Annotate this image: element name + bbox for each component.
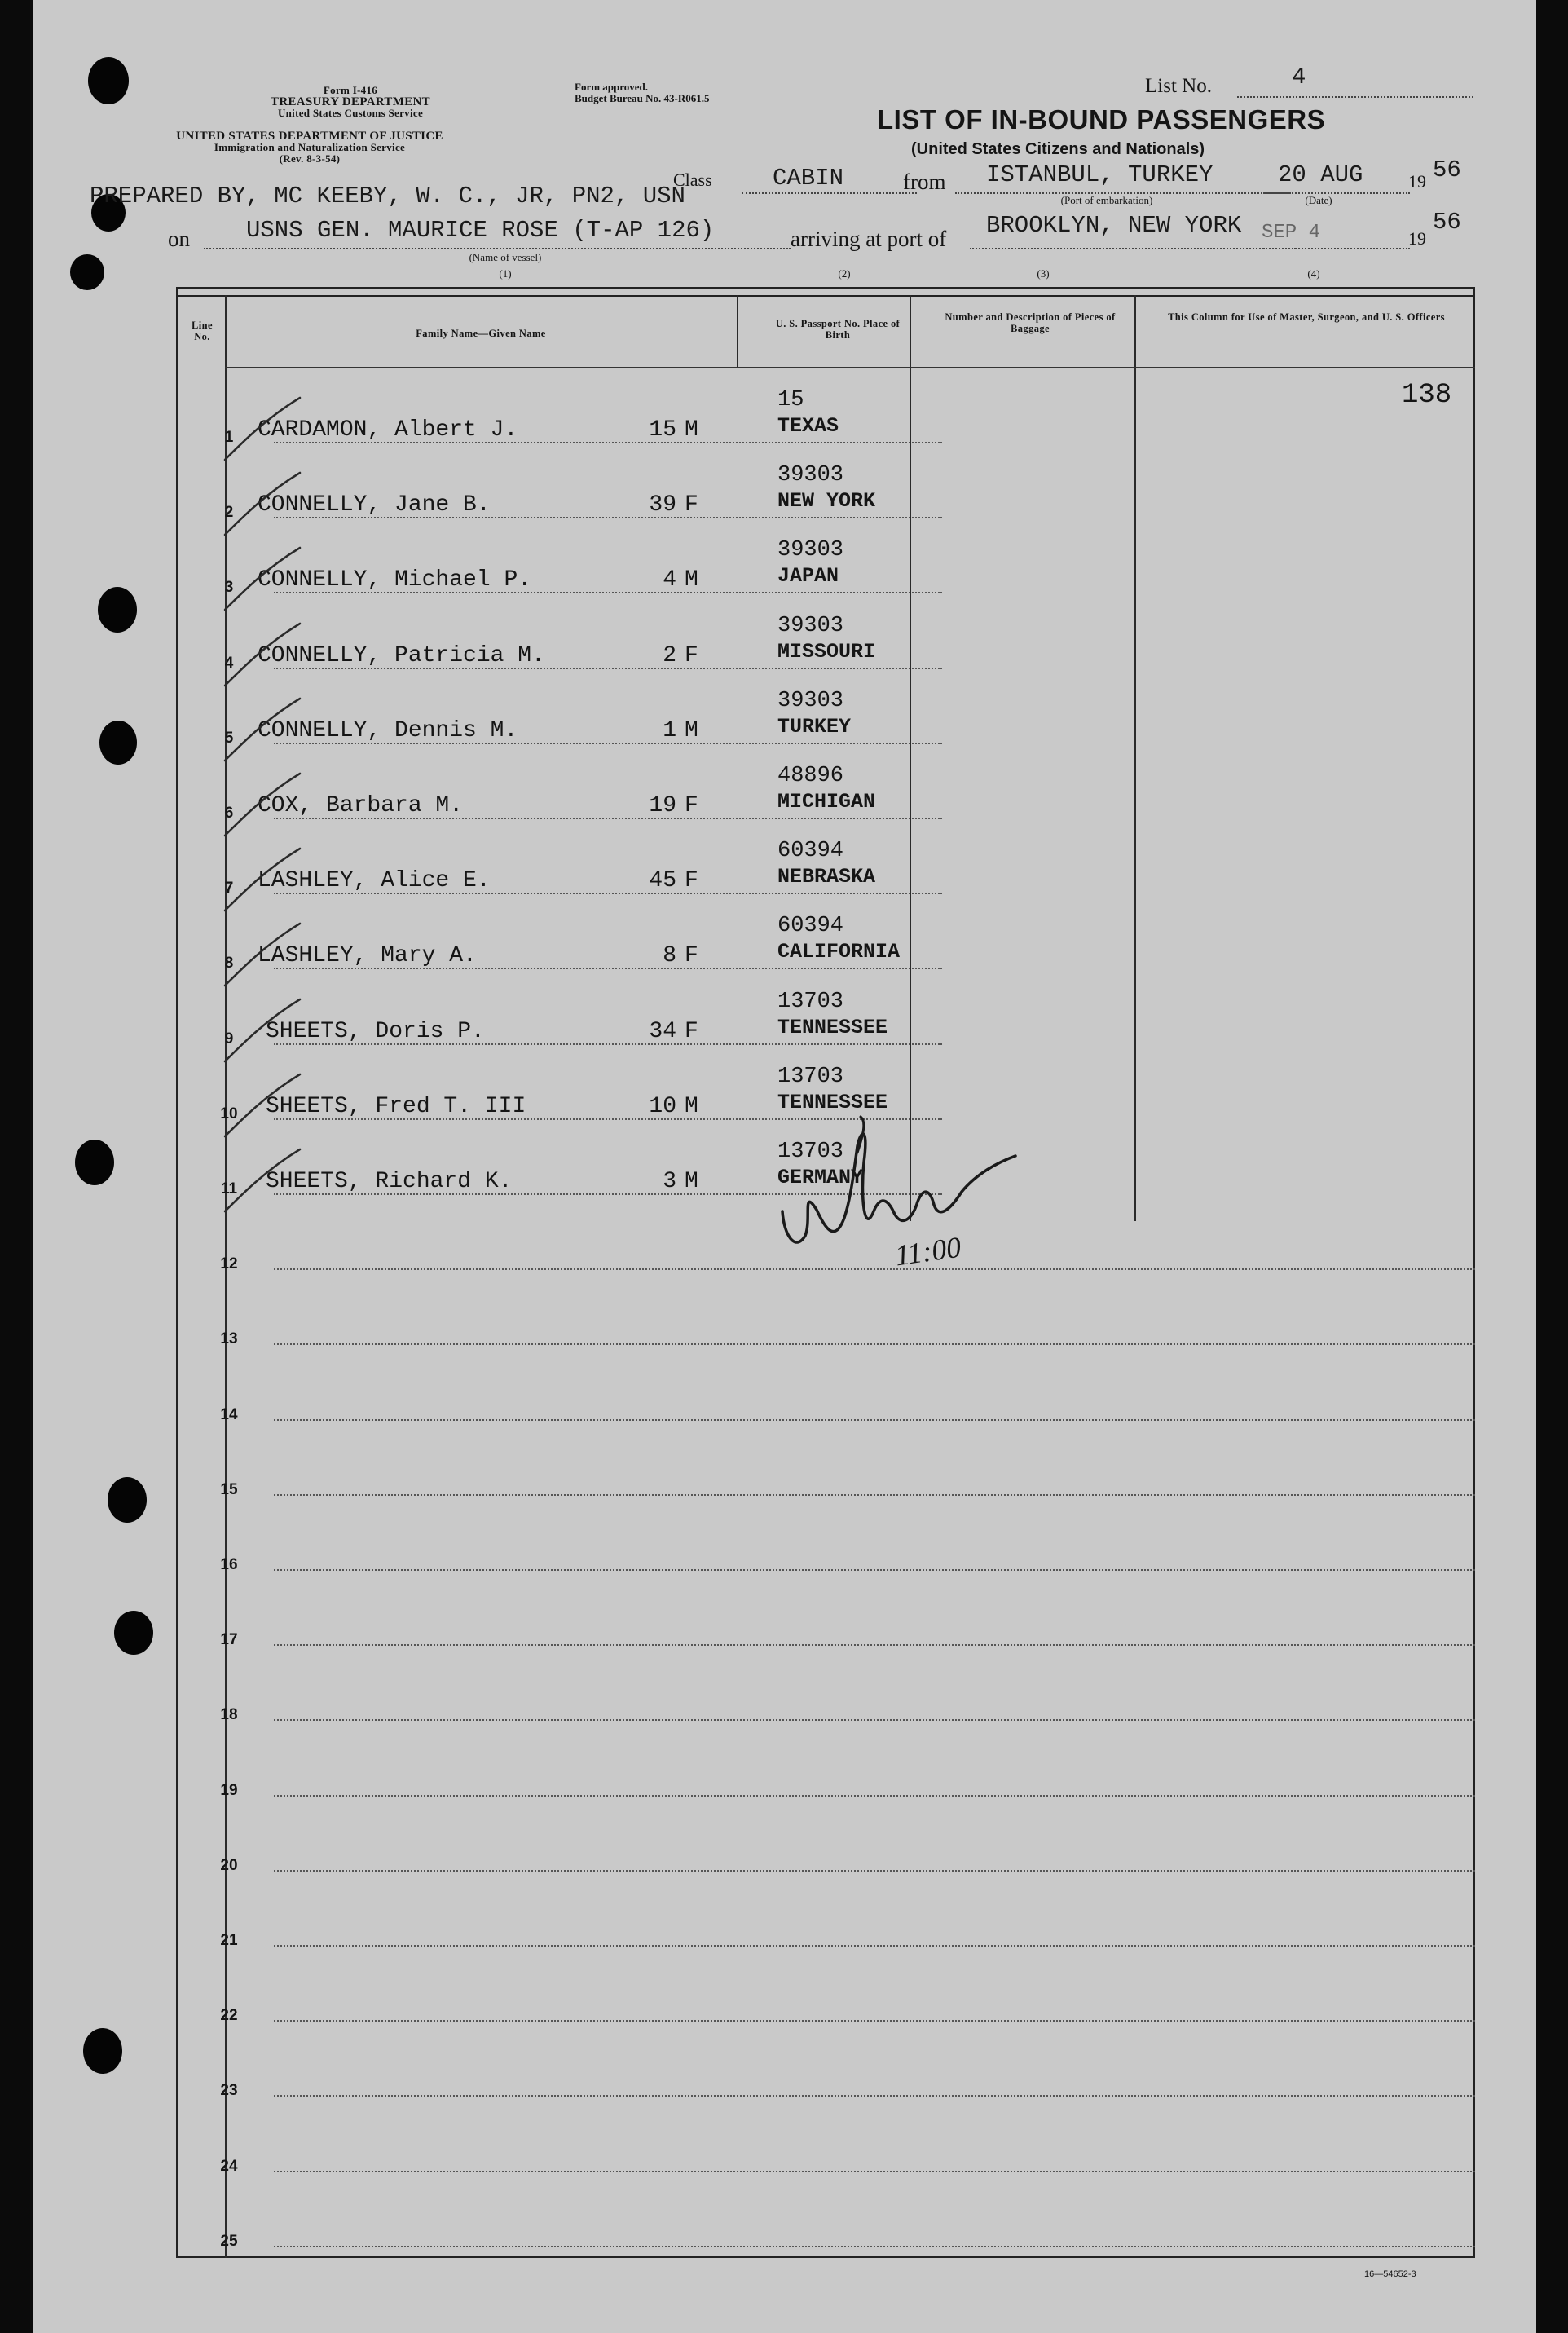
line-number: 12 [220, 1255, 238, 1273]
row-rule [274, 1494, 1475, 1496]
list-no-value: 4 [1292, 64, 1306, 90]
passport-number: 39303 [777, 463, 844, 488]
passenger-sex: M [685, 717, 698, 743]
row-rule [274, 1419, 1475, 1421]
passport-number: 39303 [777, 538, 844, 563]
vessel-name: USNS GEN. MAURICE ROSE (T-AP 126) [246, 217, 715, 244]
place-of-birth: TENNESSEE [777, 1015, 888, 1039]
line-number: 16 [220, 1556, 238, 1573]
passenger-name: COX, Barbara M. [258, 793, 464, 818]
embark-date: 20 AUG [1278, 161, 1363, 188]
class-label: Class [673, 170, 712, 190]
immigration-service: Immigration and Naturalization Service [214, 141, 406, 153]
passenger-age: 4 [663, 567, 676, 593]
punch-hole [108, 1477, 147, 1523]
line-number: 11 [220, 1180, 238, 1197]
list-no-label: List No. [1145, 75, 1212, 97]
row-rule [274, 2095, 1475, 2097]
form-number: Form I-416 [323, 84, 378, 96]
margin-number: 138 [1402, 380, 1452, 411]
passenger-sex: F [685, 1018, 698, 1044]
row-rule [274, 1569, 1475, 1571]
arriving-label: arriving at port of [791, 227, 947, 251]
place-of-birth: TEXAS [777, 414, 839, 438]
passport-number: 13703 [777, 1064, 844, 1089]
manifest-sheet [33, 0, 1536, 2333]
line-number: 14 [220, 1405, 238, 1423]
passenger-age: 1 [663, 717, 676, 743]
passenger-name: SHEETS, Fred T. III [266, 1093, 526, 1119]
check-mark [218, 393, 308, 466]
place-of-birth: TENNESSEE [777, 1090, 888, 1114]
punch-hole [98, 587, 137, 633]
budget-bureau-no: Budget Bureau No. 43-R061.5 [575, 92, 710, 104]
col-number-2: (2) [838, 267, 851, 280]
passenger-sex: M [685, 1169, 698, 1194]
passenger-name: LASHLEY, Mary A. [258, 943, 477, 969]
line-number: 20 [220, 1856, 238, 1874]
line-number: 23 [220, 2082, 238, 2100]
embark-year-prefix: 19 [1408, 171, 1426, 192]
row-rule [274, 2171, 1475, 2172]
passport-number: 13703 [777, 1140, 844, 1164]
line-number: 19 [220, 1781, 238, 1799]
passenger-age: 19 [649, 793, 676, 818]
row-rule [274, 2020, 1475, 2022]
header-name: Family Name—Given Name [416, 328, 546, 339]
passenger-sex: M [685, 1093, 698, 1119]
line-number: 25 [220, 2232, 238, 2250]
passenger-age: 45 [649, 868, 676, 894]
line-number: 6 [224, 805, 234, 822]
punch-hole [75, 1140, 114, 1185]
punch-hole [83, 2028, 122, 2074]
check-mark [218, 995, 308, 1068]
arrival-port: BROOKLYN, NEW YORK [986, 212, 1242, 239]
check-mark [218, 694, 308, 767]
row-rule [274, 442, 942, 443]
header-passport: U. S. Passport No. Place of Birth [775, 318, 901, 341]
punch-hole [88, 57, 129, 104]
class-value: CABIN [773, 165, 844, 192]
passport-number: 15 [777, 388, 804, 412]
inspector-signature [773, 1114, 1050, 1309]
form-approved: Form approved. [575, 81, 649, 93]
passenger-sex: F [685, 793, 698, 818]
page-subtitle: (United States Citizens and Nationals) [911, 140, 1205, 158]
form-department: TREASURY DEPARTMENT [271, 95, 430, 108]
line-number: 7 [224, 880, 234, 897]
row-rule [274, 668, 942, 669]
row-rule [274, 517, 942, 518]
row-rule [274, 1343, 1475, 1345]
row-rule [274, 818, 942, 819]
passenger-name: CONNELLY, Jane B. [258, 492, 491, 518]
line-number: 18 [220, 1706, 238, 1724]
passenger-sex: M [685, 417, 698, 443]
passenger-sex: F [685, 642, 698, 668]
passenger-name: LASHLEY, Alice E. [258, 868, 491, 894]
arrival-year: 56 [1433, 209, 1461, 236]
line-number: 24 [220, 2157, 238, 2175]
page-title: LIST OF IN-BOUND PASSENGERS [877, 104, 1326, 135]
line-number: 8 [224, 955, 234, 972]
justice-department: UNITED STATES DEPARTMENT OF JUSTICE [176, 130, 443, 143]
row-rule [274, 592, 942, 593]
line-number: 15 [220, 1480, 238, 1498]
header-officers: This Column for Use of Master, Surgeon, and U. S. Officers [1168, 311, 1445, 323]
vessel-caption: (Name of vessel) [469, 251, 542, 263]
line-number: 21 [220, 1932, 238, 1949]
passenger-sex: F [685, 868, 698, 894]
line-number: 5 [224, 729, 234, 747]
row-rule [274, 1719, 1475, 1721]
passport-number: 48896 [777, 764, 844, 788]
passport-number: 13703 [777, 989, 844, 1014]
place-of-birth: JAPAN [777, 564, 839, 589]
check-mark [218, 619, 308, 692]
arrival-year-prefix: 19 [1408, 228, 1426, 249]
place-of-birth: TURKEY [777, 714, 852, 739]
row-rule [274, 893, 942, 894]
line-number: 3 [224, 579, 234, 597]
check-mark [218, 844, 308, 917]
place-of-birth: MICHIGAN [777, 790, 876, 814]
header-baggage: Number and Description of Pieces of Baggage [945, 311, 1116, 334]
row-rule [274, 1644, 1475, 1646]
line-number: 1 [224, 429, 234, 446]
col-number-4: (4) [1307, 267, 1320, 280]
row-rule [274, 1043, 942, 1045]
passenger-age: 15 [649, 417, 676, 443]
passenger-sex: F [685, 492, 698, 518]
punch-hole [70, 254, 104, 290]
passenger-name: SHEETS, Doris P. [266, 1018, 485, 1044]
passenger-age: 10 [649, 1093, 676, 1119]
header-line-no: Line No. [192, 320, 213, 342]
check-mark [218, 1069, 308, 1143]
place-of-birth: GERMANY [777, 1166, 864, 1189]
passenger-sex: F [685, 943, 698, 969]
footer-code: 16—54652-3 [1364, 2269, 1416, 2279]
check-mark [218, 468, 308, 541]
port-of-embarkation-caption: (Port of embarkation) [1060, 194, 1153, 206]
check-mark [218, 769, 308, 842]
line-number: 13 [220, 1330, 238, 1348]
passport-number: 60394 [777, 914, 844, 939]
form-service: United States Customs Service [277, 107, 424, 119]
prepared-by: PREPARED BY, MC KEEBY, W. C., JR, PN2, USN [90, 183, 685, 209]
row-rule [274, 1870, 1475, 1872]
passenger-age: 39 [649, 492, 676, 518]
passenger-name: CONNELLY, Michael P. [258, 567, 532, 593]
from-label: from [903, 170, 946, 194]
check-mark [218, 1144, 308, 1218]
passenger-name: CARDAMON, Albert J. [258, 417, 518, 443]
place-of-birth: MISSOURI [777, 639, 876, 664]
passport-number: 39303 [777, 688, 844, 713]
col-number-1: (1) [499, 267, 512, 280]
passenger-sex: M [685, 567, 698, 593]
signature-note: 11:00 [892, 1230, 963, 1272]
date-caption: (Date) [1305, 194, 1332, 206]
row-rule [274, 1945, 1475, 1947]
check-mark [218, 919, 308, 992]
punch-hole [99, 721, 137, 765]
passenger-age: 34 [649, 1018, 676, 1044]
revision-date: (Rev. 8-3-54) [279, 152, 341, 165]
passenger-name: CONNELLY, Patricia M. [258, 642, 545, 668]
passenger-name: CONNELLY, Dennis M. [258, 717, 518, 743]
col-number-3: (3) [1037, 267, 1050, 280]
row-rule [274, 968, 942, 969]
line-number: 10 [220, 1105, 238, 1122]
line-number: 2 [224, 504, 234, 522]
line-number: 22 [220, 2007, 238, 2025]
row-rule [274, 743, 942, 744]
line-number: 4 [224, 654, 234, 672]
passport-number: 60394 [777, 839, 844, 864]
arrival-date-stamp: SEP 4 [1262, 222, 1321, 244]
passenger-age: 2 [663, 642, 676, 668]
place-of-birth: NEBRASKA [777, 865, 876, 889]
passenger-name: SHEETS, Richard K. [266, 1169, 513, 1194]
line-number: 17 [220, 1631, 238, 1649]
passport-number: 39303 [777, 613, 844, 638]
punch-hole [114, 1611, 153, 1655]
from-port: ISTANBUL, TURKEY [986, 161, 1213, 188]
passenger-age: 3 [663, 1169, 676, 1194]
on-label: on [168, 227, 190, 251]
place-of-birth: CALIFORNIA [777, 940, 901, 964]
line-number: 9 [224, 1030, 234, 1047]
row-rule [274, 1795, 1475, 1797]
place-of-birth: NEW YORK [777, 489, 876, 514]
passenger-age: 8 [663, 943, 676, 969]
embark-year: 56 [1433, 157, 1461, 183]
row-rule [274, 2246, 1475, 2247]
check-mark [218, 543, 308, 616]
